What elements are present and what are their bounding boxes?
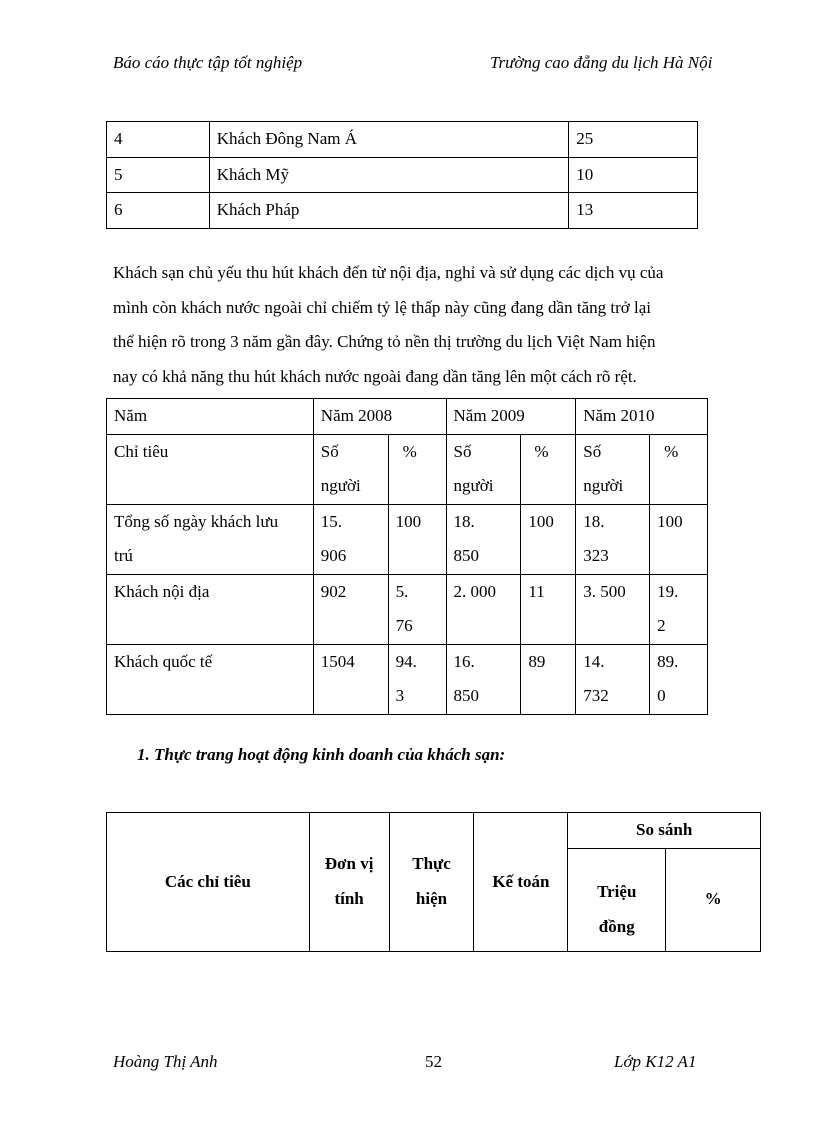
row-label: Khách quốc tế	[114, 651, 213, 671]
criteria-header: Các chỉ tiêu	[164, 871, 251, 891]
year-header: Năm 2010	[583, 406, 655, 425]
table-cell: 14.	[583, 651, 605, 671]
table-cell: 100	[395, 511, 422, 531]
table-cell: 100	[657, 511, 683, 531]
actual-header: Thực	[412, 854, 451, 874]
table-cell: 94.	[395, 651, 417, 671]
million-header: Triệu	[597, 882, 637, 901]
unit-header: tính	[334, 888, 364, 908]
table-cell: 89	[528, 651, 546, 671]
table-row	[107, 504, 708, 574]
paragraph-line: mình còn khách nước ngoài chỉ chiếm tỷ lệ thấp này cũng đang dần tăng trở lại	[113, 297, 651, 317]
table-cell: 5	[114, 164, 123, 184]
table-cell: 323	[583, 546, 609, 565]
actual-header: hiện	[415, 888, 448, 908]
body-paragraph	[113, 256, 713, 394]
table-cell: 850	[453, 686, 479, 705]
table-row	[107, 574, 708, 644]
table-cell: 100	[528, 511, 554, 531]
percent-label: %	[534, 441, 549, 461]
percent-label: %	[402, 441, 417, 461]
table-cell: 0	[657, 686, 666, 705]
compare-header: So sánh	[636, 820, 693, 839]
year-label: Năm	[114, 406, 148, 425]
table-cell: 18.	[583, 511, 605, 531]
table-row	[107, 122, 698, 158]
table-cell: 3	[395, 686, 405, 705]
section-heading: 1. Thực trang hoạt động kinh doanh của khách sạn:	[137, 745, 506, 764]
table-row	[107, 644, 708, 714]
accounting-header: Kế toán	[492, 871, 550, 891]
table-cell: 89.	[657, 651, 679, 671]
so-nguoi-label: người	[320, 476, 361, 495]
table-cell: 4	[114, 129, 123, 148]
table-row	[107, 434, 708, 504]
table-cell: 3. 500	[583, 581, 626, 601]
criteria-label: Chỉ tiêu	[114, 441, 169, 461]
table-cell: 902	[320, 581, 347, 601]
unit-header: Đơn vị	[324, 854, 374, 874]
row-label: Tổng số ngày khách lưu	[114, 511, 279, 531]
so-nguoi-label: người	[453, 476, 494, 495]
header-left: Báo cáo thực tập tốt nghiệp	[113, 53, 303, 72]
table-cell: 11	[528, 581, 545, 601]
table-cell: 13	[576, 200, 594, 219]
table-row	[107, 813, 761, 849]
guest-stats-table	[106, 398, 708, 715]
table-row	[107, 193, 698, 229]
paragraph-line: nay có khả năng thu hút khách nước ngoài đang dần tăng lên một cách rõ rệt.	[113, 366, 637, 386]
table-cell: 10	[576, 164, 594, 184]
table-row	[107, 157, 698, 193]
so-nguoi-label: Số	[320, 441, 339, 461]
header-right: Trường cao đẵng du lịch Hà Nội	[490, 53, 713, 72]
table-cell: 850	[453, 546, 479, 565]
row-label: Khách nội địa	[114, 581, 210, 601]
table-cell: 18.	[453, 511, 475, 531]
percent-header: %	[704, 889, 722, 909]
row-label: trú	[114, 546, 133, 565]
table-cell: 5.	[395, 581, 409, 601]
table-cell: Khách Mỹ	[216, 164, 290, 184]
footer-class: Lớp K12 A1	[614, 1052, 697, 1071]
so-nguoi-label: Số	[453, 441, 472, 461]
table-cell: 2. 000	[453, 581, 496, 601]
page-number: 52	[425, 1052, 442, 1071]
nationality-table	[106, 121, 698, 229]
table-cell: 2	[657, 616, 666, 635]
table-row	[107, 399, 708, 435]
million-header: đồng	[598, 916, 635, 936]
paragraph-line: Khách sạn chủ yếu thu hút khách đến từ nội địa, nghỉ và sử dụng các dịch vụ của	[113, 263, 664, 282]
table-cell: 16.	[453, 651, 475, 671]
table-cell: 906	[320, 546, 347, 565]
year-header: Năm 2008	[320, 406, 393, 425]
table-cell: 19.	[657, 581, 679, 601]
paragraph-line: thể hiện rõ trong 3 năm gần đây. Chứng tỏ nền thị trường du lịch Việt Nam hiện	[113, 332, 656, 351]
so-nguoi-label: người	[583, 476, 624, 495]
table-cell: 732	[583, 686, 609, 705]
table-cell: 25	[576, 129, 594, 148]
table-cell: 1504	[320, 651, 355, 671]
table-cell: Khách Đông Nam Á	[216, 129, 357, 148]
table-cell: 6	[114, 200, 123, 219]
so-nguoi-label: Số	[583, 441, 602, 461]
percent-label: %	[664, 441, 679, 461]
table-cell: 15.	[320, 511, 343, 531]
footer-author: Hoàng Thị Anh	[113, 1052, 218, 1071]
year-header: Năm 2009	[453, 406, 525, 425]
table-cell: 76	[395, 616, 413, 635]
business-table	[106, 812, 761, 952]
table-cell: Khách Pháp	[216, 200, 300, 219]
